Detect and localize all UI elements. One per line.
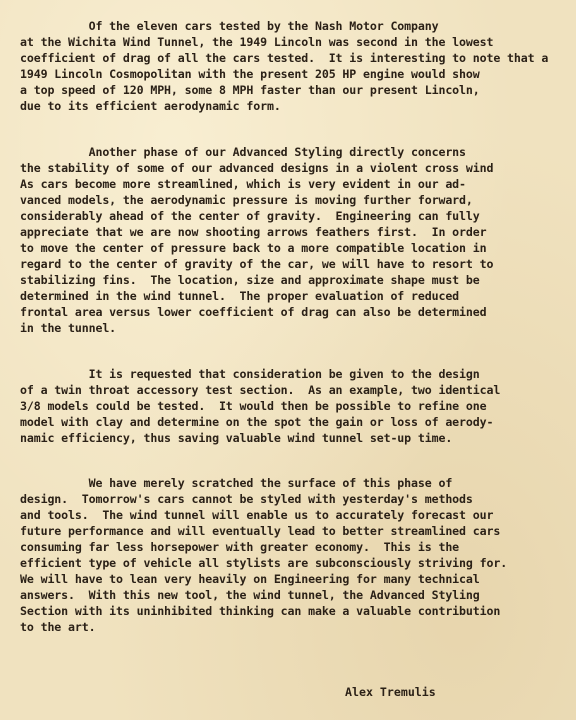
paragraph-1-line-2: at the Wichita Wind Tunnel, the 1949 Lincoln was second in the lowest [20,35,494,49]
paragraph-2-line-11: frontal area versus lower coefficient of drag can also be determined [20,305,487,319]
paragraph-3-line-1: It is requested that consideration be given to the design [20,367,480,381]
paragraph-1-line-3: coefficient of drag of all the cars tested. It is interesting to note that a [20,51,549,65]
paragraph-2-line-12: in the tunnel. [20,321,117,335]
paragraph-2-line-9: stabilizing fins. The location, size and approximate shape must be [20,273,480,287]
paragraph-2-line-1: Another phase of our Advanced Styling directly concerns [20,145,466,159]
paragraph-3-line-3: 3/8 models could be tested. It would then be possible to refine one [20,399,487,413]
paragraph-4-line-7: We will have to lean very heavily on Engineering for many technical [20,572,480,586]
paragraph-2-line-8: regard to the center of gravity of the car, we will have to resort to [20,257,494,271]
paragraph-2-line-3: As cars become more streamlined, which is very evident in our ad- [20,177,466,191]
paragraph-1-line-5: a top speed of 120 MPH, some 8 MPH faster than our present Lincoln, [20,83,480,97]
paragraph-4-line-4: future performance and will eventually lead to better streamlined cars [20,524,501,538]
paragraph-1-line-1: Of the eleven cars tested by the Nash Motor Company [20,19,439,33]
paragraph-3-line-2: of a twin throat accessory test section. As an example, two identical [20,383,501,397]
paragraph-1-line-6: due to its efficient aerodynamic form. [20,99,281,113]
signature: Alex Tremulis [345,685,436,699]
paragraph-2-line-7: to move the center of pressure back to a more compatible location in [20,241,487,255]
paragraph-4-line-10: to the art. [20,620,96,634]
paragraph-2-line-10: determined in the wind tunnel. The proper evaluation of reduced [20,289,460,303]
paragraph-4-line-8: answers. With this new tool, the wind tunnel, the Advanced Styling [20,588,480,602]
paragraph-4-line-2: design. Tomorrow's cars cannot be styled with yesterday's methods [20,492,473,506]
paragraph-2-line-6: appreciate that we are now shooting arrows feathers first. In order [20,225,487,239]
paragraph-2-line-4: vanced models, the aerodynamic pressure is moving further forward, [20,193,473,207]
paragraph-2-line-5: considerably ahead of the center of gravity. Engineering can fully [20,209,480,223]
paragraph-4-line-3: and tools. The wind tunnel will enable us to accurately forecast our [20,508,494,522]
paragraph-4-line-5: consuming far less horsepower with greater economy. This is the [20,540,460,554]
paragraph-4-line-9: Section with its uninhibited thinking can make a valuable contribution [20,604,501,618]
paragraph-4-line-6: efficient type of vehicle all stylists are subconsciously striving for. [20,556,508,570]
paragraph-4-line-1: We have merely scratched the surface of this phase of [20,476,453,490]
paragraph-2-line-2: the stability of some of our advanced designs in a violent cross wind [20,161,494,175]
paragraph-3-line-5: namic efficiency, thus saving valuable wind tunnel set-up time. [20,431,453,445]
paragraph-3-line-4: model with clay and determine on the spot the gain or loss of aerody- [20,415,494,429]
paragraph-1-line-4: 1949 Lincoln Cosmopolitan with the present 205 HP engine would show [20,67,480,81]
